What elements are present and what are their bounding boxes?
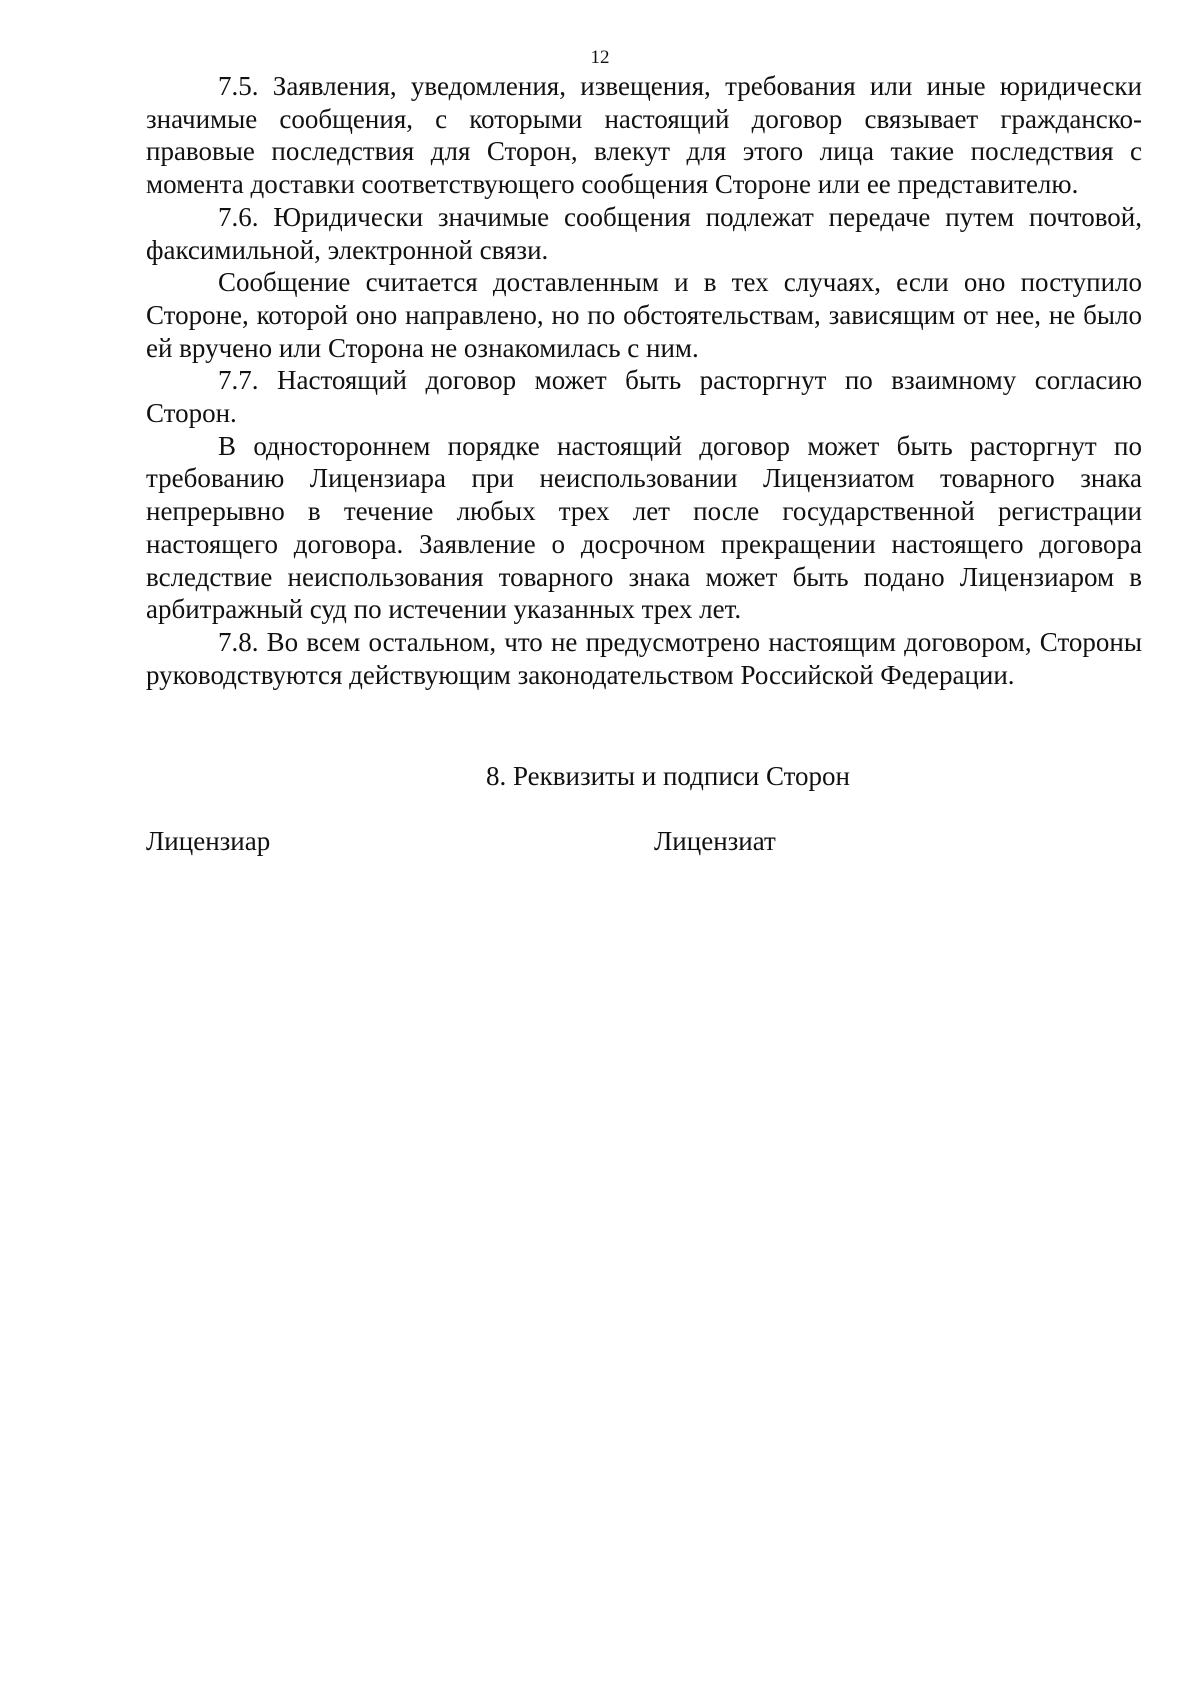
section-heading: 8. Реквизиты и подписи Сторон bbox=[486, 761, 850, 791]
paragraph-7-8: 7.8. Во всем остальном, что не предусмотрено настоящим договором, Стороны руководствуются действующим законодательством Российской Федерации. bbox=[146, 626, 1142, 690]
page-number: 12 bbox=[590, 47, 610, 68]
paragraph-7-5: 7.5. Заявления, уведомления, извещения, требования или иные юридически значимые сообщения, с которыми настоящий договор связывает гражданско-правовые последствия для Сторон, влекут для этого лица такие последствия с момента доставки соответствующего сообщения Стороне или ее представителю. bbox=[146, 71, 1142, 200]
licensor-label: Лицензиар bbox=[146, 826, 271, 856]
paragraph-7-7: 7.7. Настоящий договор может быть расторгнут по взаимному согласию Сторон. bbox=[146, 365, 1142, 429]
paragraph-7-6: 7.6. Юридически значимые сообщения подлежат передаче путем почтовой, факсимильной, электронной связи. bbox=[146, 201, 1142, 265]
paragraph-7-6-delivery: Сообщение считается доставленным и в тех случаях, если оно поступило Стороне, которой оно направлено, но по обстоятельствам, зависящим от нее, не было ей вручено или Сторона не ознакомилась с ним. bbox=[146, 267, 1142, 363]
paragraph-7-7-unilateral: В одностороннем порядке настоящий договор может быть расторгнут по требованию Лицензиара при неиспользовании Лицензиатом товарного знака непрерывно в течение любых трех лет после государственной регистрации настоящего договора. Заявление о досрочном прекращении настоящего договора вследствие неиспользования товарного знака может быть подано Лицензиаром в арбитражный суд по истечении указанных трех лет. bbox=[146, 430, 1142, 625]
document-body bbox=[146, 70, 1142, 691]
licensee-label: Лицензиат bbox=[654, 826, 776, 856]
